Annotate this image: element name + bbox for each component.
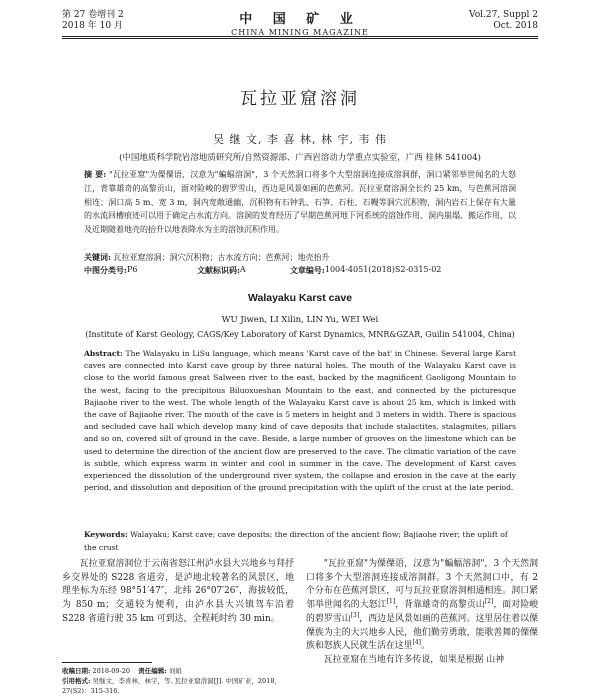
body-paragraph-right [306,558,538,654]
reference-2[interactable]: [2] [484,598,494,606]
received-label: 收稿日期: [62,667,91,675]
volume-info-en: Vol.27, Suppl 2 [469,10,538,20]
article-title-en: Walayaku Karst cave [247,292,353,304]
body-text-c: ，面对险峻的碧罗雪山 [306,600,539,624]
body-column-right [306,558,538,668]
journal-issue-right [469,10,538,32]
journal-name-cn: 中 国 矿 业 [239,12,361,27]
classification-line [84,265,441,276]
keywords-cn-label: 关键词: [84,252,111,262]
date-info-en: Oct. 2018 [493,21,538,31]
authors-cn: 吴 继 文, 李 喜 林, 林 宇, 韦 伟 [213,133,387,146]
doc-code-value: A [239,265,246,274]
body-paragraph: 瓦拉亚窟溶洞位于云南省怒江州泸水县大兴地乡与拜抒乡交界处的 S228 省道旁，是泸地北较著名的风景区，地理坐标为东经 98°51′47″，北纬 26°07′26″，海拔较低，为 850 m；交通较为便利，由泸水县大兴镇驾车沿着 S228 省道行驶 35 km 可到达，全程耗时约 30 min。 [62,559,294,624]
journal-name-en: CHINA MINING MAGAZINE [231,28,369,37]
clc-label: 中图分类号: [84,265,127,275]
header-rule-double [62,38,538,39]
body-paragraph-right-2: 瓦拉亚窟在当地有许多传说，如果是根据 山神 [323,654,505,665]
citation-line [62,676,294,696]
keywords-cn-text: 瓦拉亚窟溶洞；洞穴沉积物；古水流方向；芭蕉河；地壳抬升 [113,253,330,262]
abstract-cn-text: "瓦拉亚窟"为傈僳语，汉意为"蝙蝠溶洞"，3 个天然洞口将多个大型溶洞连接成溶洞群，洞口紧邻举世闻名的大怒江，背靠雄奇的高黎贡山，面对险峻的碧罗雪山，西边是风景如画的芭蕉河。瓦拉亚窟溶洞全长约 25 km，与芭蕉河溶洞相连；洞口高 5 m、宽 3 m，洞内宽敞通幽，沉积物有石钟乳、石笋、石柱、石幔等洞穴沉积物，洞内岩石上保存有大量的水流回槽痕迹可以用于确定古水流方向。溶洞的发育经历了早期芭蕉河地下河系统的溶蚀作用、洞内崩塌、搬运作用，以及近期随着地壳的抬升以地表降水为主的溶蚀沉积作用。 [84,170,516,235]
keywords-cn [84,251,516,265]
affiliation-cn: (中国地质科学院岩溶地质研究所/自然资源部、广西岩溶动力学重点实验室，广西 桂林 541004) [119,153,481,163]
received-line [62,666,294,676]
keywords-en [84,528,516,554]
body-text-e: 。 [421,641,430,652]
footnote-rule [62,662,152,663]
body-text-a: "瓦拉亚窟"为傈僳语，汉意为"蝙蝠溶洞"，3 个天然洞口将多个大型溶洞连接成溶洞群。3 个天然洞口中，有 2 个分布在芭蕉河景区，可与瓦拉亚窟溶洞相通相连。洞口紧邻举世闻名的大怒江 [306,559,538,611]
header-rule [62,36,538,37]
body-text-d: ，西边是风景如画的芭蕉河。这里居住着以傈僳族为主的大兴地乡人民，他们勤劳勇敢，能歌善舞的傈僳族和怒族人民就生活在这里 [306,613,539,652]
article-id-label: 文章编号: [289,265,325,275]
received-value: 2018-09-20 [92,667,130,675]
keywords-en-label: Keywords: [84,530,128,539]
editor-value: 刘娟 [168,667,182,675]
abstract-cn [84,168,516,237]
abstract-en-text: The Walayaku in LiSu language, which means 'Karst cave of the bat' in Chinese. Several large Karst caves are connected into Karst cave group by three natural holes. The mouth of the Walayaku Karst cave is close to the world famous great Salween river to the east, backed by the magnificent Gaoligong Mountain to the west, facing to the precipitous Biluoxueshan Mountain to the east, and connected by the picturesque Bajiaohe river to the west. The whole length of the Walayaku Karst cave is about 25 km, which is linked with the cave of Bajiaohe river. The mouth of the cave is 5 meters in height and 3 meters in width. There is spacious and secluded cave hall which develop many kind of cave deposits that include stalactites, stalagmites, pillars and so on, covered silt of ground in the cave. Beside, a large number of grooves on the limestone which can be used to determine the direction of the ancient flow are preserved to the cave. The climatic variation of the cave is subtle, which express warm in winter and cool in summer in the cave. The development of Karst caves experienced the dissolution of the underground river system, the collapse and erosion in the cave at the early period, and dissolution and deposition of the ground precipitation with the uplift of the crust at the late period. [84,349,516,493]
citation-value: 吴继文，李喜林，林宇，等. 瓦拉亚窟溶洞[J]. 中国矿业，2018，27(S2)：315-316. [62,677,281,695]
authors-en: WU Jiwen, LI Xilin, LIN Yu, WEI Wei [221,315,379,325]
abstract-cn-label: 摘 要: [84,169,107,179]
clc-value: P6 [126,265,138,274]
doc-code-label: 文献标识码: [196,265,240,275]
keywords-en-text: Walayaku; Karst cave; cave deposits; the direction of the ancient flow; Bajiaohe river; the uplift of the crust [84,530,508,552]
citation-label: 引用格式: [62,677,91,685]
body-text-b: ，背靠雄奇的高黎贡山 [395,600,485,611]
article-title-cn: 瓦拉亚窟溶洞 [240,89,360,109]
abstract-en-label: Abstract: [84,349,123,358]
reference-4[interactable]: [4] [412,639,421,647]
date-info: 2018 年 10 月 [62,21,123,31]
affiliation-en: (Institute of Karst Geology, CAGS/Key Laboratory of Karst Dynamics, MNR&GZAR, Guilin 541004, China) [85,330,515,339]
volume-info: 第 27 卷增刊 2 [62,10,124,20]
abstract-en [84,348,516,494]
body-column-left [62,558,294,627]
article-id-value: 1004-4051(2018)S2-0315-02 [324,265,442,274]
editor-label: 责任编辑: [138,667,167,675]
footnote [62,666,294,696]
reference-3[interactable]: [3] [350,611,360,619]
reference-1[interactable]: [1] [386,598,396,606]
